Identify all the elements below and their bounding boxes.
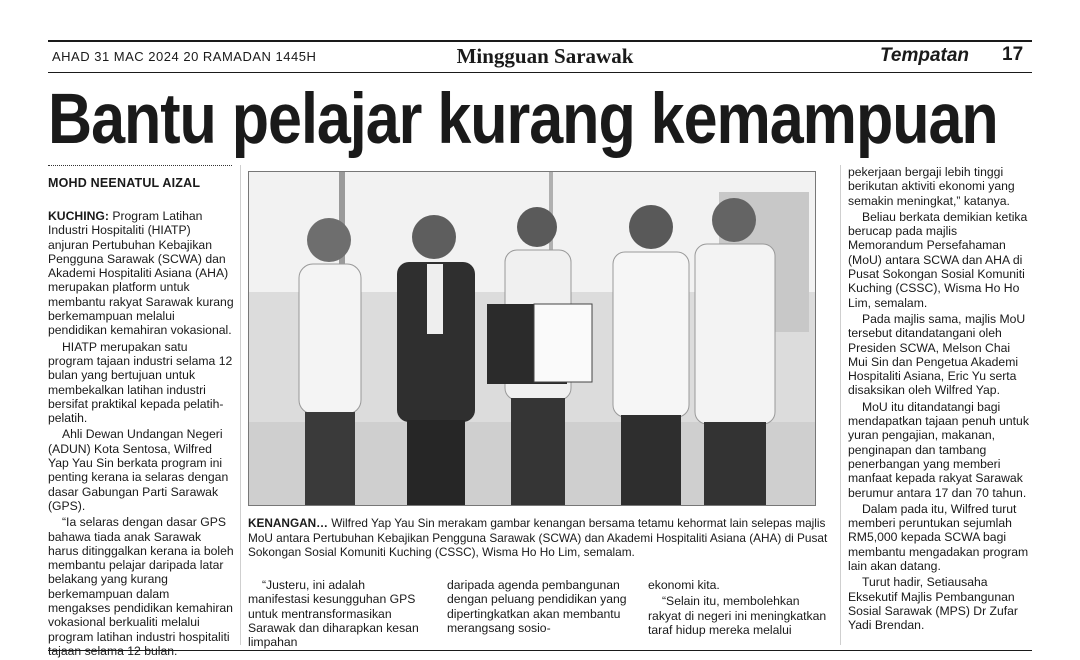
paragraph: Dalam pada itu, Wilfred turut memberi peruntukan sejumlah RM5,000 kepada SCWA bagi membantu mengadakan program lain akan datang. bbox=[848, 501, 1029, 574]
paragraph: MoU itu ditandatangi bagi mendapatkan tajaan penuh untuk yuran pengajian, makanan, penginapan dan tambang penerbangan yang memberi manfaat kepada rakyat Sarawak berumur antara 17 dan 70 tahun. bbox=[848, 399, 1029, 500]
left-column bbox=[48, 209, 234, 660]
caption-lead: KENANGAN… bbox=[248, 516, 328, 530]
byline-divider bbox=[48, 165, 232, 166]
bottom-column-1 bbox=[248, 578, 428, 651]
bottom-column-2 bbox=[447, 578, 627, 637]
paragraph: “Justeru, ini adalah manifestasi kesungguhan GPS untuk mentransformasikan Sarawak dan diharapkan kesan limpahan bbox=[248, 578, 419, 650]
paragraph: KUCHING: Program Latihan Industri Hospitaliti (HIATP) anjuran Pertubuhan Kebajikan Pengguna Sarawak (SCWA) dan Akademi Hospitaliti Asiana (AHA) merupakan platform untuk membantu rakyat Sarawak kurang berkemampuan melalui pendidikan kemahiran vokasional. bbox=[48, 209, 234, 338]
right-column bbox=[848, 165, 1030, 635]
caption-text: Wilfred Yap Yau Sin merakam gambar kenangan bersama tetamu kehormat lain selepas majlis MoU antara Pertubuhan Kebajikan Pengguna Sarawak (SCWA) dan Akademi Hospitaliti Asiana (AHA) di Pusat Sokongan Sosial Komuniti Kuching (CSSC), Wisma Ho Ho Lim, semalam. bbox=[248, 516, 828, 559]
byline: MOHD NEENATUL AIZAL bbox=[48, 176, 201, 190]
paragraph: Pada majlis sama, majlis MoU tersebut ditandatangani oleh Presiden SCWA, Melson Chai Mui Sin dan Pengetua Akademi Hospitaliti Asiana, Eric Yu serta disaksikan oleh Wilfred Yap. bbox=[848, 311, 1026, 398]
issue-date: AHAD 31 MAC 2024 20 RAMADAN 1445H bbox=[52, 49, 317, 64]
column-divider bbox=[240, 165, 241, 645]
masthead: Mingguan Sarawak bbox=[456, 44, 634, 68]
bottom-rule bbox=[48, 650, 1032, 651]
paragraph: ekonomi kita. bbox=[648, 578, 720, 592]
paragraph: “Ia selaras dengan dasar GPS bahawa tiada anak Sarawak harus ditinggalkan kerana ia boleh membantu pelajar daripada latar belakang yang kurang berkemampuan dalam mengakses pendidikan kemahiran vokasional berkualiti melalui program latihan industri hospitaliti bbox=[48, 515, 234, 644]
column-divider bbox=[840, 165, 841, 645]
bottom-column-3 bbox=[648, 578, 832, 639]
header-bottom-rule bbox=[48, 72, 1032, 73]
paragraph: daripada agenda pembangunan dengan peluang pendidikan yang dipertingkatkan akan membantu merangsang sosio- bbox=[447, 578, 627, 635]
paragraph: Ahli Dewan Undangan Negeri (ADUN) Kota Sentosa, Wilfred Yap Yau Sin berkata program ini penting kerana ia selaras dengan dasar Gabungan Parti Sarawak (GPS). bbox=[48, 427, 229, 513]
section-label: Tempatan bbox=[880, 45, 970, 66]
paragraph: Turut hadir, Setiausaha Eksekutif Majlis Pembangunan Sosial Sarawak (MPS) Dr Zufar Yadi Brendan. bbox=[848, 575, 1018, 633]
page-number: 17 bbox=[1002, 44, 1024, 65]
paragraph: pekerjaan bergaji lebih tinggi berikutan aktiviti ekonomi yang semakin meningkat,” katanya. bbox=[848, 165, 1015, 208]
headline: Bantu pelajar kurang kemampuan bbox=[48, 80, 998, 159]
paragraph: “Selain itu, membolehkan rakyat di negeri ini meningkatkan taraf hidup mereka melalui bbox=[648, 594, 827, 637]
photo-caption bbox=[248, 516, 832, 560]
paragraph: HIATP merupakan satu program tajaan industri selama 12 bulan yang bertujuan untuk membekalkan latihan industri bersifat praktikal kepada pelatih-pelatih. bbox=[48, 339, 233, 426]
group-photo-icon bbox=[248, 171, 816, 506]
paragraph: Beliau berkata demikian ketika berucap pada majlis Memorandum Persefahaman (MoU) antara SCWA dan AHA di Pusat Sokongan Sosial Komuniti Kuching (CSSC), Wisma Ho Ho Lim, semalam. bbox=[848, 209, 1028, 310]
header-top-rule bbox=[48, 40, 1032, 42]
dateline: KUCHING: bbox=[48, 209, 109, 223]
